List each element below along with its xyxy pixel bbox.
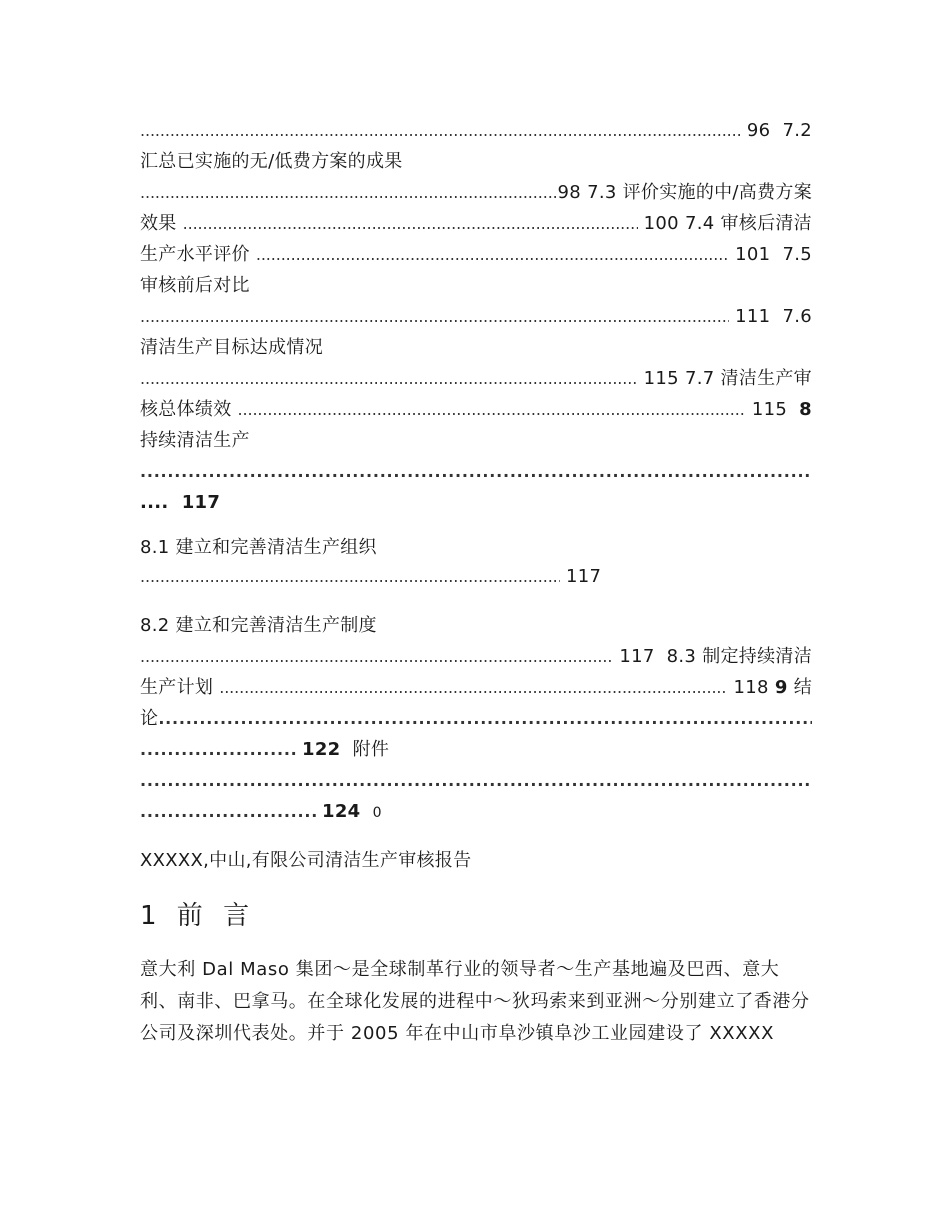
toc-page-number: 115	[751, 399, 788, 420]
toc-entry[interactable]: 持续清洁生产	[140, 430, 250, 451]
toc-entry[interactable]: 生产水平评价	[140, 244, 250, 265]
toc-leader-dots	[158, 705, 812, 733]
toc-chapter-number[interactable]: 8	[799, 399, 812, 420]
toc-entry[interactable]: 效果	[140, 213, 177, 234]
toc-line	[140, 489, 812, 517]
toc-line	[140, 117, 812, 145]
toc-page-number: 117	[619, 646, 655, 667]
toc-page-number: 98	[557, 182, 582, 203]
toc-leader-dots	[140, 563, 560, 591]
toc-line	[140, 210, 812, 238]
toc-line	[140, 365, 812, 393]
toc-entry[interactable]: 审核前后对比	[140, 275, 250, 296]
toc-entry[interactable]: 7.6	[782, 306, 812, 327]
toc-entry[interactable]: 汇总已实施的无/低费方案的成果	[140, 151, 403, 172]
toc-page-number: 117	[566, 566, 602, 587]
toc-entry[interactable]: 核总体绩效	[140, 399, 232, 420]
toc-line	[140, 736, 812, 764]
toc-leader-dots	[140, 643, 613, 671]
section-title: 1 前 言	[140, 901, 256, 931]
toc-line	[140, 396, 812, 424]
toc-line	[140, 241, 812, 269]
toc-entry[interactable]: 附件	[352, 739, 390, 760]
toc-leader-dots	[140, 798, 316, 826]
toc-entry[interactable]: 8.3 制定持续清洁	[666, 646, 812, 667]
toc-entry[interactable]: 7.7 清洁生产审	[684, 368, 812, 389]
toc-entry[interactable]: 8.1 建立和完善清洁生产组织	[140, 537, 377, 558]
toc-leader-dots	[140, 736, 296, 764]
toc-leader-dots	[140, 303, 729, 331]
toc-page-number: 101	[735, 244, 771, 265]
toc-chapter-number[interactable]: 9	[774, 677, 788, 698]
toc-entry[interactable]: 7.2	[782, 120, 812, 141]
toc-line	[140, 798, 812, 826]
toc-entry[interactable]: 7.5	[782, 244, 812, 265]
intro-paragraph: 意大利 Dal Maso 集团～是全球制革行业的领导者～生产基地遍及巴西、意大利、南非、巴拿马。在全球化发展的进程中～狄玛索来到亚洲～分别建立了香港分公司及深圳代表处。并于 2005 年在中山市阜沙镇阜沙工业园建设了 XXXXX	[140, 959, 810, 1044]
toc-line	[140, 563, 812, 591]
toc-line	[140, 179, 812, 207]
toc-leader-dots	[140, 767, 812, 795]
toc-entry[interactable]: 生产计划	[140, 677, 214, 698]
toc-entry[interactable]: 结	[793, 677, 812, 698]
toc-line	[140, 643, 812, 671]
toc-entry[interactable]: 论	[140, 708, 159, 729]
toc-entry[interactable]: 清洁生产目标达成情况	[140, 337, 323, 358]
toc-page-number: 124	[322, 801, 361, 822]
toc-line	[140, 674, 812, 702]
toc-line	[140, 458, 812, 486]
toc-entry[interactable]: 7.4 审核后清洁	[684, 213, 812, 234]
document-page	[140, 0, 812, 1230]
toc-entry[interactable]: 7.3 评价实施的中/高费方案	[587, 182, 812, 203]
toc-page-number: 111	[735, 306, 771, 327]
toc-leader-dots: ....	[140, 492, 182, 513]
toc-end-mark: 0	[372, 805, 382, 821]
toc-line	[140, 767, 812, 795]
toc-page-number: 118	[733, 677, 769, 698]
toc-line	[140, 705, 812, 733]
toc-page-number: 96	[746, 120, 771, 141]
toc-leader-dots	[256, 241, 729, 269]
toc-leader-dots	[140, 117, 741, 145]
toc-leader-dots	[140, 458, 812, 486]
toc-leader-dots	[238, 396, 746, 424]
toc-page-number: 115	[643, 368, 679, 389]
toc-entry[interactable]: 8.2 建立和完善清洁生产制度	[140, 615, 377, 636]
toc-line	[140, 303, 812, 331]
toc-leader-dots	[140, 365, 638, 393]
toc-page-number: 122	[302, 739, 341, 760]
toc-page-number: 117	[181, 492, 221, 513]
toc-leader-dots	[140, 179, 558, 207]
toc-leader-dots	[219, 674, 727, 702]
document-header-line: XXXXX,中山,有限公司清洁生产审核报告	[140, 850, 472, 871]
toc-page-number: 100	[643, 213, 679, 234]
toc-leader-dots	[183, 210, 638, 238]
